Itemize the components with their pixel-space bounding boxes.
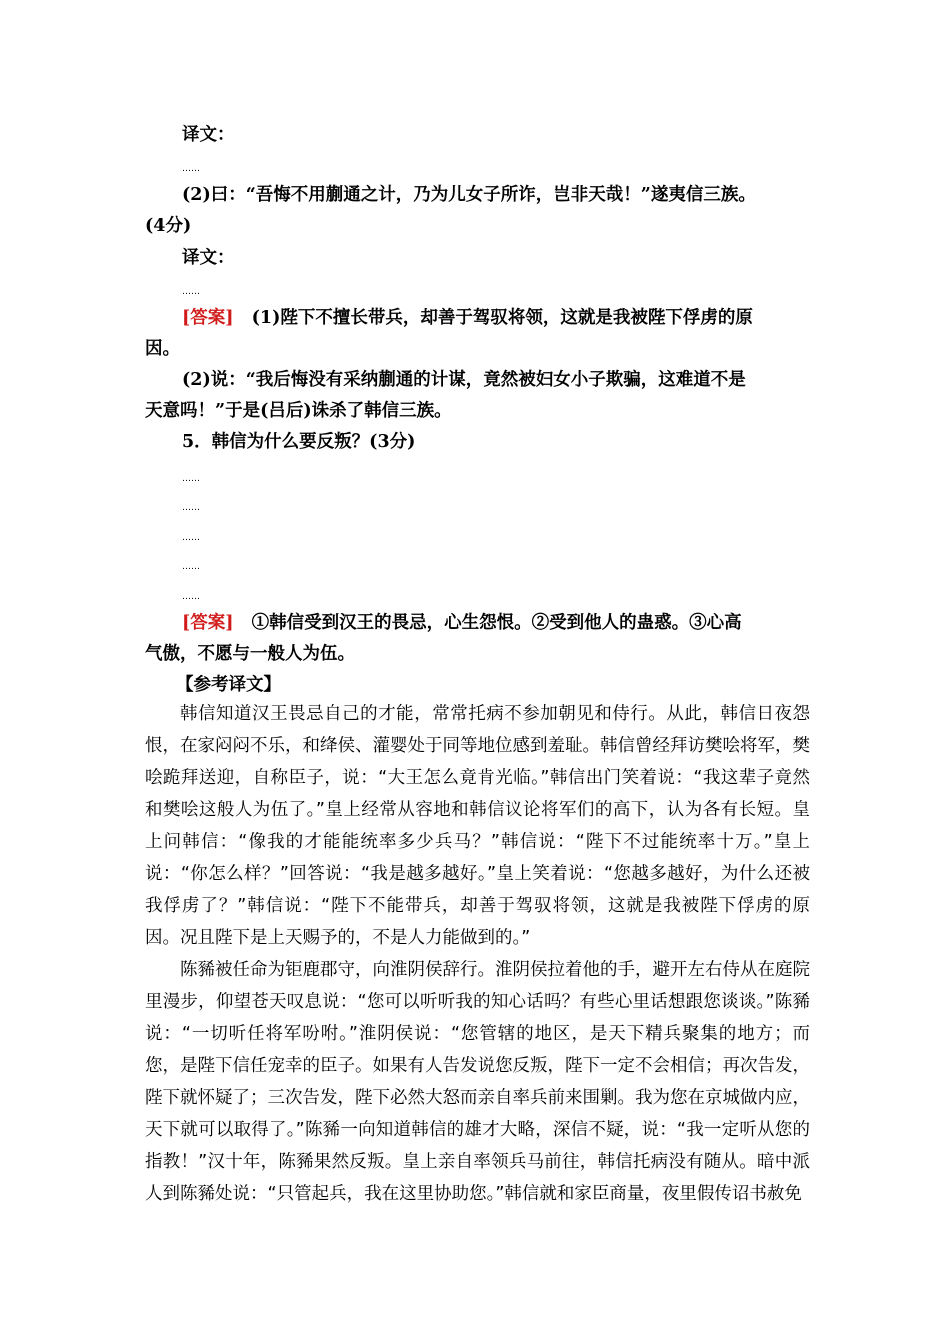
answer-blank-line: …… [182, 164, 200, 174]
question-item-2: (2)曰：“吾悔不用蒯通之计，乃为儿女子所诈，岂非天哉！”遂夷信三族。 [182, 185, 756, 205]
reference-translation [145, 698, 810, 1210]
answer-blank-line: …… [182, 533, 200, 543]
translation-label: 译文： [182, 125, 235, 145]
question-5: 5．韩信为什么要反叛？(3分) [182, 432, 416, 452]
reference-heading: 【参考译文】 [176, 675, 281, 695]
answer-tag: [答案] [182, 613, 234, 633]
answer-5 [182, 611, 810, 635]
answer-blank-line: …… [182, 474, 200, 484]
answer-1-cont: 因。 [145, 339, 180, 359]
question-item-2-score: (4分) [145, 216, 192, 236]
answer-blank-line: …… [182, 592, 200, 602]
answer-1 [182, 306, 810, 330]
translation-label: 译文： [182, 248, 235, 268]
answer-text: ①韩信受到汉王的畏忌，心生怨恨。②受到他人的蛊惑。③心高 [251, 613, 742, 633]
answer-5-cont: 气傲，不愿与一般人为伍。 [145, 644, 355, 664]
answer-blank-line: …… [182, 287, 200, 297]
answer-2-cont: 天意吗！”于是(吕后)诛杀了韩信三族。 [145, 401, 452, 421]
translation-paragraph: 陈豨被任命为钜鹿郡守，向淮阴侯辞行。淮阴侯拉着他的手，避开左右侍从在庭院里漫步，仰望苍天叹息说：“您可以听听我的知心话吗？有些心里话想跟您谈谈。”陈豨说：“一切听任将军吩咐。”淮阴侯说：“您管辖的地区，是天下精兵聚集的地方；而您，是陛下信任宠幸的臣子。如果有人告发说您反叛，陛下一定不会相信；再次告发，陛下就怀疑了；三次告发，陛下必然大怒而亲自率兵前来围剿。我为您在京城做内应，天下就可以取得了。”陈豨一向知道韩信的雄才大略，深信不疑，说：“我一定听从您的指教！”汉十年，陈豨果然反叛。皇上亲自率领兵马前往，韩信托病没有随从。暗中派人到陈豨处说：“只管起兵，我在这里协助您。”韩信就和家臣商量，夜里假传诏书赦免 [145, 960, 810, 1204]
translation-paragraph: 韩信知道汉王畏忌自己的才能，常常托病不参加朝见和侍行。从此，韩信日夜怨恨，在家闷闷不乐，和绛侯、灌婴处于同等地位感到羞耻。韩信曾经拜访樊哙将军，樊哙跪拜送迎，自称臣子，说：“大王怎么竟肯光临。”韩信出门笑着说：“我这辈子竟然和樊哙这般人为伍了。”皇上经常从容地和韩信议论将军们的高下，认为各有长短。皇上问韩信：“像我的才能能统率多少兵马？”韩信说：“陛下不过能统率十万。”皇上说：“你怎么样？”回答说：“我是越多越好。”皇上笑着说：“您越多越好，为什么还被我俘虏了？”韩信说：“陛下不能带兵，却善于驾驭将领，这就是我被陛下俘虏的原因。况且陛下是上天赐予的，不是人力能做到的。” [145, 704, 810, 948]
answer-blank-line: …… [182, 503, 200, 513]
answer-blank-line: …… [182, 562, 200, 572]
answer-tag: [答案] [182, 308, 234, 328]
answer-2: (2)说：“我后悔没有采纳蒯通的计谋，竟然被妇女小子欺骗，这难道不是 [182, 370, 746, 390]
answer-text: (1)陛下不擅长带兵，却善于驾驭将领，这就是我被陛下俘虏的原 [251, 308, 753, 328]
